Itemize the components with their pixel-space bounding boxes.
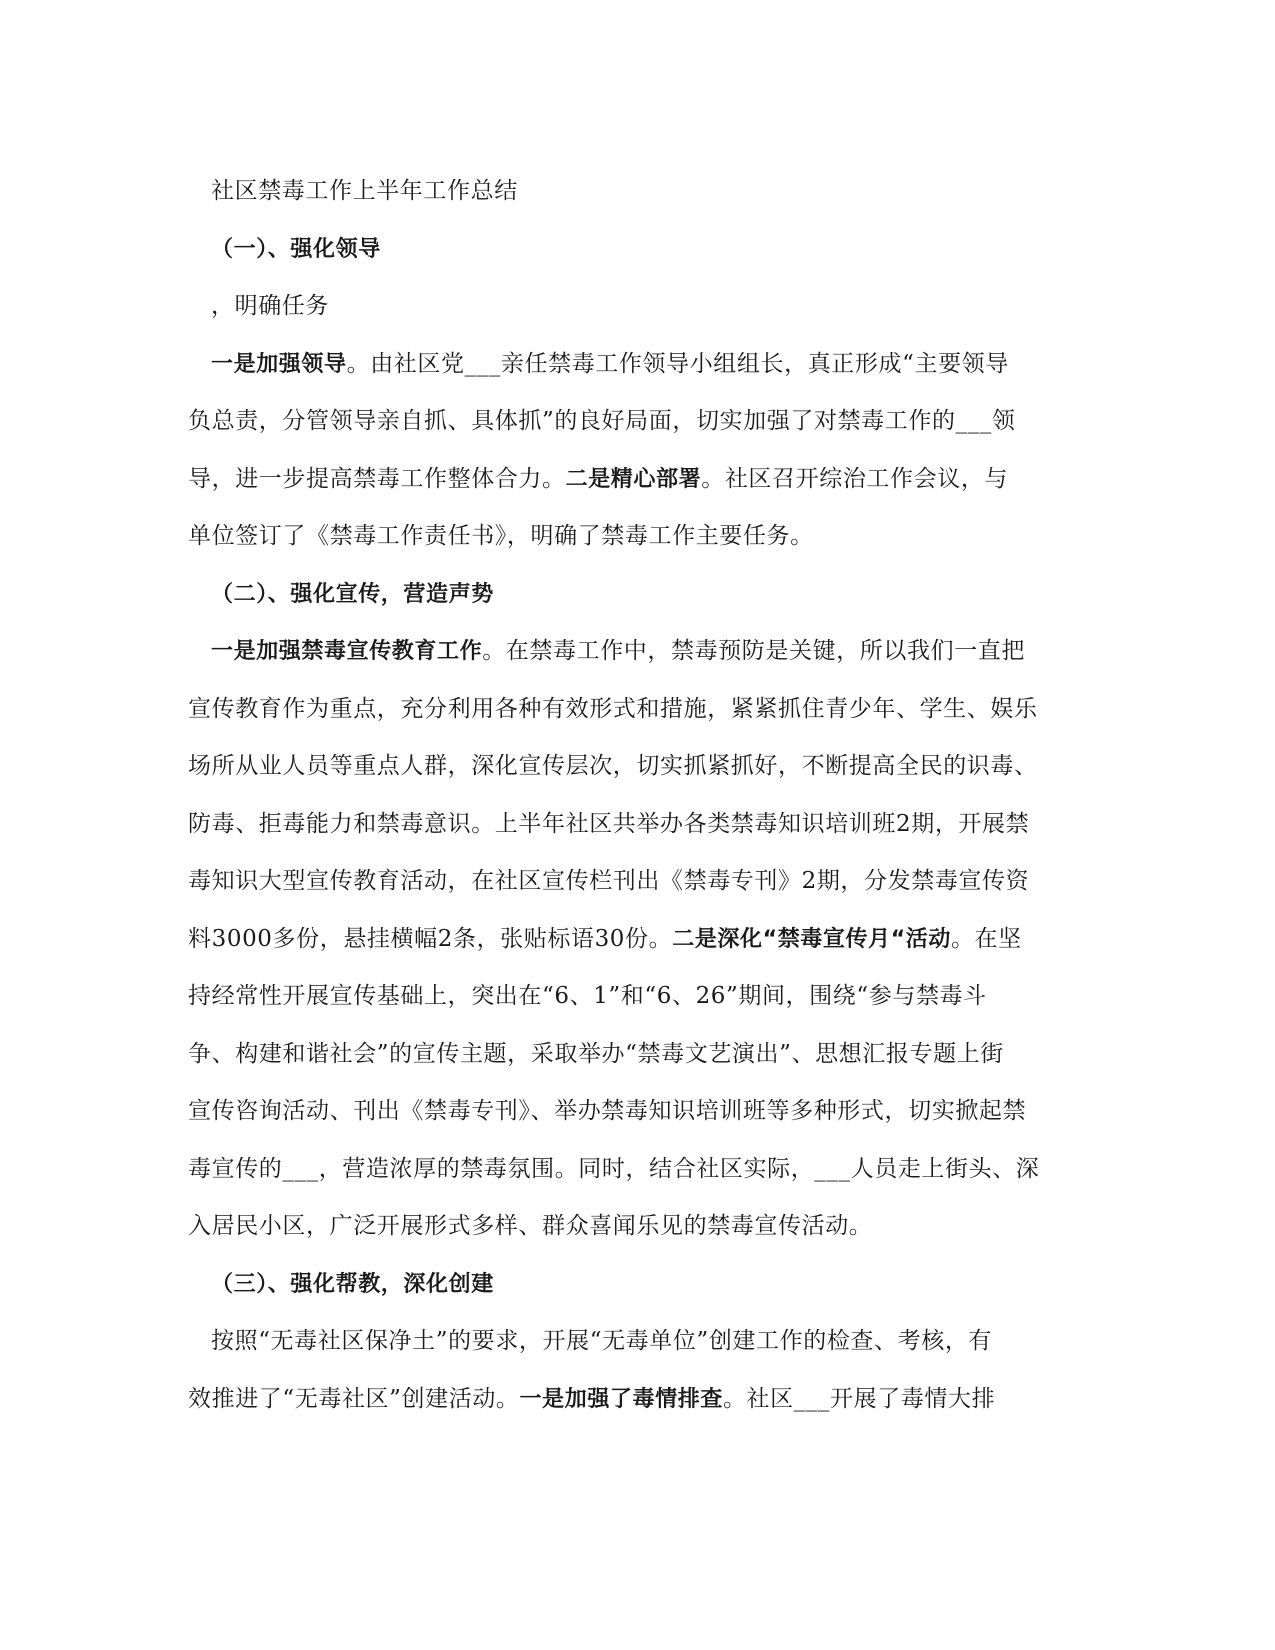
paragraph-line: 防毒、拒毒能力和禁毒意识。上半年社区共举办各类禁毒知识培训班2期，开展禁 <box>188 810 1030 837</box>
emphasis-text: 一是加强了毒情排查 <box>519 1386 723 1412</box>
paragraph-line: 毒知识大型宣传教育活动，在社区宣传栏刊出《禁毒专刊》2期，分发禁毒宣传资 <box>188 868 1030 894</box>
paragraph-publicity <box>188 623 1088 1256</box>
paragraph-line <box>188 1371 1088 1429</box>
paragraph-line: 场所从业人员等重点人群，深化宣传层次，切实抓紧抓好，不断提高全民的识毒、 <box>188 753 1038 779</box>
body-text: 。在禁毒工作中，禁毒预防是关键，所以我们一直把 <box>482 638 1026 664</box>
emphasis-text: 二是精心部署 <box>565 466 702 492</box>
document-title: 社区禁毒工作上半年工作总结 <box>211 178 518 204</box>
body-text: 。由社区党___亲任禁毒工作领导小组组长，真正形成“主要领导 <box>346 350 1009 377</box>
paragraph-line: 争、构建和谐社会”的宣传主题，采取举办“禁毒文艺演出”、思想汇报专题上街 <box>188 1040 1004 1067</box>
section-heading-2: （二）、强化宣传，营造声势 <box>211 581 494 607</box>
emphasis-text: 一是加强领导 <box>211 351 347 377</box>
paragraph-assistance <box>188 1313 1088 1428</box>
emphasis-text: 二是深化“禁毒宣传月“活动 <box>672 926 951 952</box>
paragraph-line: 宣传咨询活动、刊出《禁毒专刊》、举办禁毒知识培训班等多种形式，切实掀起禁 <box>188 1098 1027 1124</box>
body-text: 。社区___开展了毒情大排 <box>722 1385 996 1412</box>
body-text: 。社区召开综治工作会议，与 <box>701 465 1009 492</box>
paragraph-line <box>188 451 1088 509</box>
section-heading-3: （三）、强化帮教，深化创建 <box>211 1271 494 1297</box>
paragraph-line <box>188 336 1088 394</box>
paragraph-line: 宣传教育作为重点，充分利用各种有效形式和措施，紧紧抓住青少年、学生、娱乐 <box>188 695 1038 722</box>
body-text: 料3000多份，悬挂横幅2条，张贴标语30份。 <box>188 925 673 952</box>
body-text: 导，进一步提高禁毒工作整体合力。 <box>188 465 566 492</box>
paragraph-line <box>188 911 1088 969</box>
body-text: 。在坚 <box>950 925 1022 952</box>
paragraph-leadership <box>188 336 1088 566</box>
paragraph-line <box>188 623 1088 681</box>
section-heading-1: （一）、强化领导 <box>211 236 381 262</box>
paragraph-line: 负总责，分管领导亲自抓、具体抓”的良好局面，切实加强了对禁毒工作的___领 <box>188 408 1016 434</box>
paragraph-line: 毒宣传的___，营造浓厚的禁毒氛围。同时，结合社区实际，___人员走上街头、深 <box>188 1155 1040 1182</box>
emphasis-text: 一是加强禁毒宣传教育工作 <box>211 639 483 664</box>
body-text: 效推进了“无毒社区”创建活动。 <box>188 1385 520 1412</box>
section-heading-1-continuation: ，明确任务 <box>211 293 329 319</box>
paragraph-line: 入居民小区，广泛开展形式多样、群众喜闻乐见的禁毒宣传活动。 <box>188 1213 873 1239</box>
paragraph-line: 持经常性开展宣传基础上，突出在“6、1”和“6、26”期间，围绕“参与禁毒斗 <box>188 983 987 1009</box>
document-page <box>188 163 1088 1428</box>
paragraph-line: 单位签订了《禁毒工作责任书》，明确了禁毒工作主要任务。 <box>188 523 814 549</box>
paragraph-line: 按照“无毒社区保净土”的要求，开展“无毒单位”创建工作的检查、考核，有 <box>211 1328 993 1354</box>
